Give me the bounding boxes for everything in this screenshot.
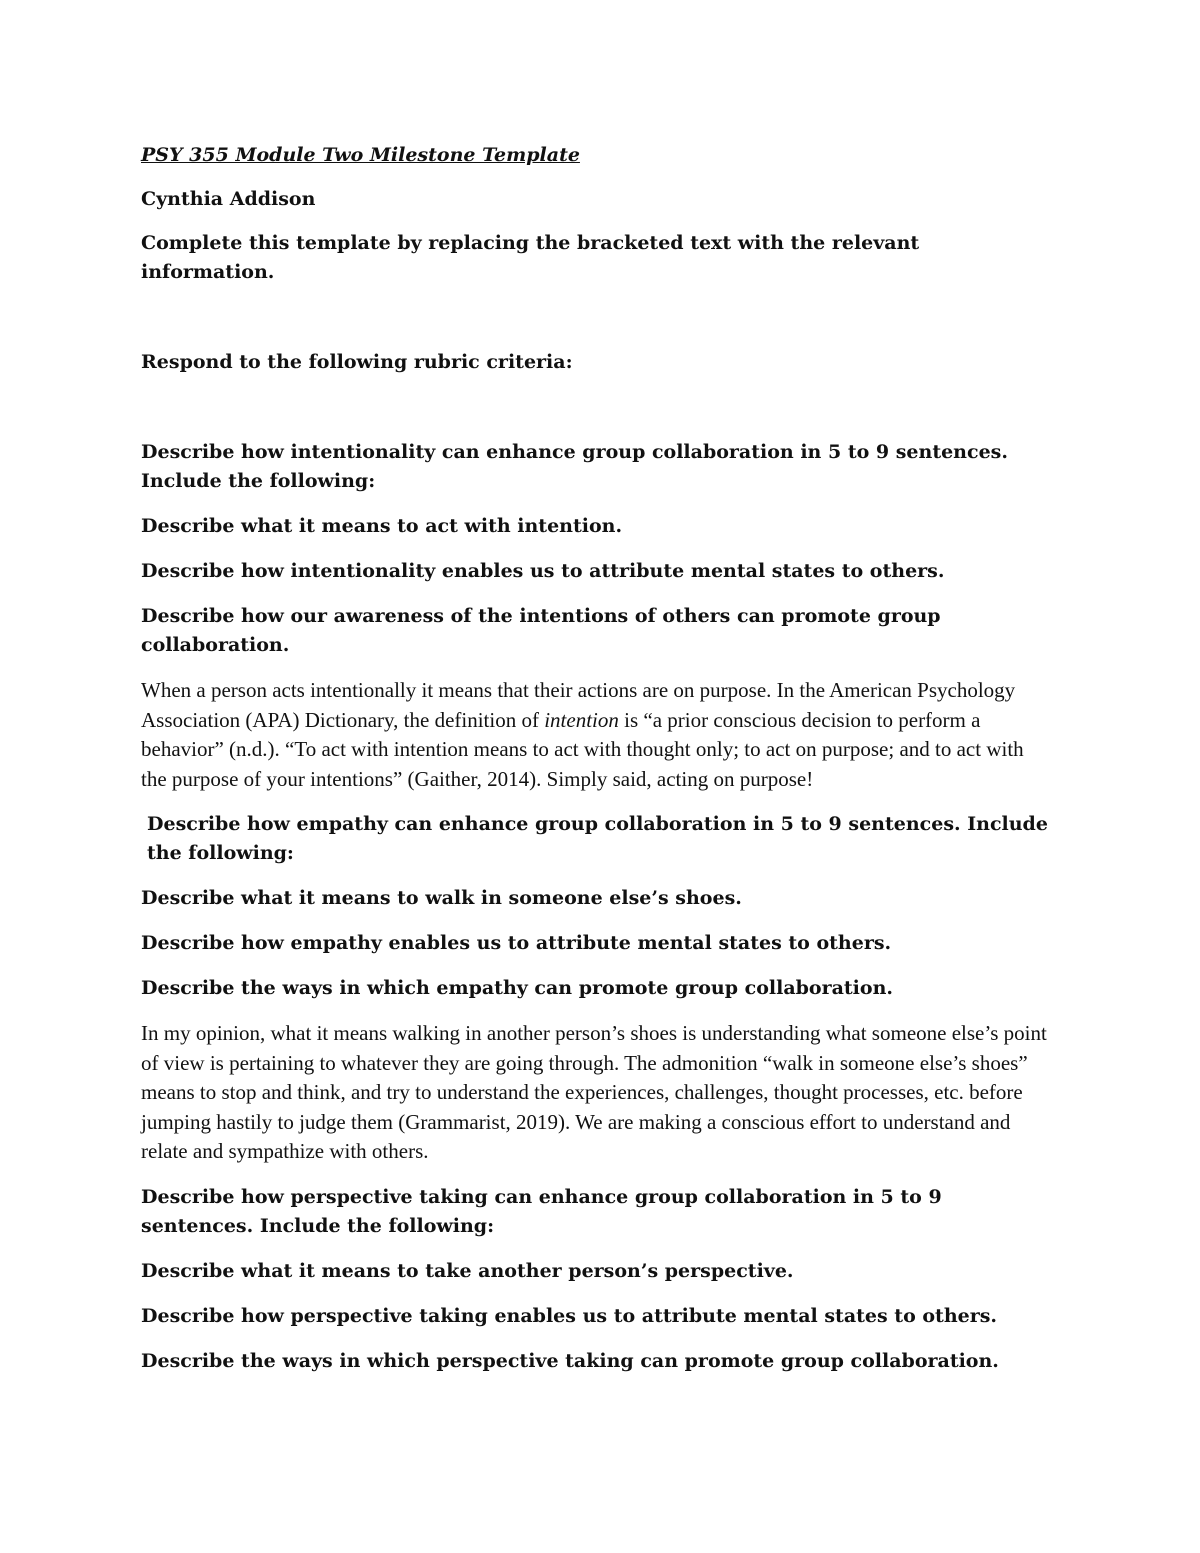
section-intentionality-bullet: Describe how our awareness of the intentions of others can promote group collaboration. — [141, 605, 941, 656]
section-empathy-bullet: Describe how empathy enables us to attribute mental states to others. — [141, 932, 892, 954]
response-italic-term: intention — [544, 707, 619, 732]
section-intentionality-prompt: Describe how intentionality can enhance group collaboration in 5 to 9 sentences. Include the following: — [141, 441, 1008, 492]
template-instructions: Complete this template by replacing the bracketed text with the relevant information. — [141, 232, 920, 283]
author-name: Cynthia Addison — [141, 188, 316, 210]
response-text: is “a prior conscious decision to perform a behavior” (n.d.). “To act with intention means to act with thought only; to act on purpose; and to act with the purpose of your intentions” (Gaither, 2014). Simply said, acting on purpose! — [141, 707, 1024, 791]
section-intentionality-bullet: Describe what it means to act with intention. — [141, 515, 623, 537]
section-perspective-bullet: Describe how perspective taking enables us to attribute mental states to others. — [141, 1304, 998, 1327]
rubric-intro: Respond to the following rubric criteria: — [141, 351, 573, 373]
section-empathy-prompt: Describe how empathy can enhance group collaboration in 5 to 9 sentences. Include the following: — [147, 813, 1048, 864]
document-content — [141, 140, 1051, 1376]
response-text: When a person acts intentionally it means that their actions are on purpose. In the American Psychology Association (APA) Dictionary, the definition of — [141, 678, 1016, 732]
section-empathy-bullet: Describe what it means to walk in someone else’s shoes. — [141, 887, 742, 909]
section-perspective-prompt: Describe how perspective taking can enhance group collaboration in 5 to 9 sentences. Include the following: — [141, 1185, 942, 1237]
document-title: PSY 355 Module Two Milestone Template — [141, 144, 580, 166]
section-intentionality-bullet: Describe how intentionality enables us to attribute mental states to others. — [141, 560, 945, 582]
section-intentionality-response — [141, 676, 1051, 794]
section-perspective-bullet: Describe what it means to take another person’s perspective. — [141, 1259, 794, 1282]
section-empathy-response: In my opinion, what it means walking in another person’s shoes is understanding what someone else’s point of view is pertaining to whatever they are going through. The admonition “walk in someone else’s shoes” means to stop and think, and try to understand the experiences, challenges, thought processes, etc. before jumping hastily to judge them (Grammarist, 2019). We are making a conscious effort to understand and relate and sympathize with others. — [141, 1021, 1047, 1163]
section-perspective-bullet: Describe the ways in which perspective taking can promote group collaboration. — [141, 1349, 999, 1372]
section-empathy-bullet: Describe the ways in which empathy can promote group collaboration. — [141, 977, 894, 999]
